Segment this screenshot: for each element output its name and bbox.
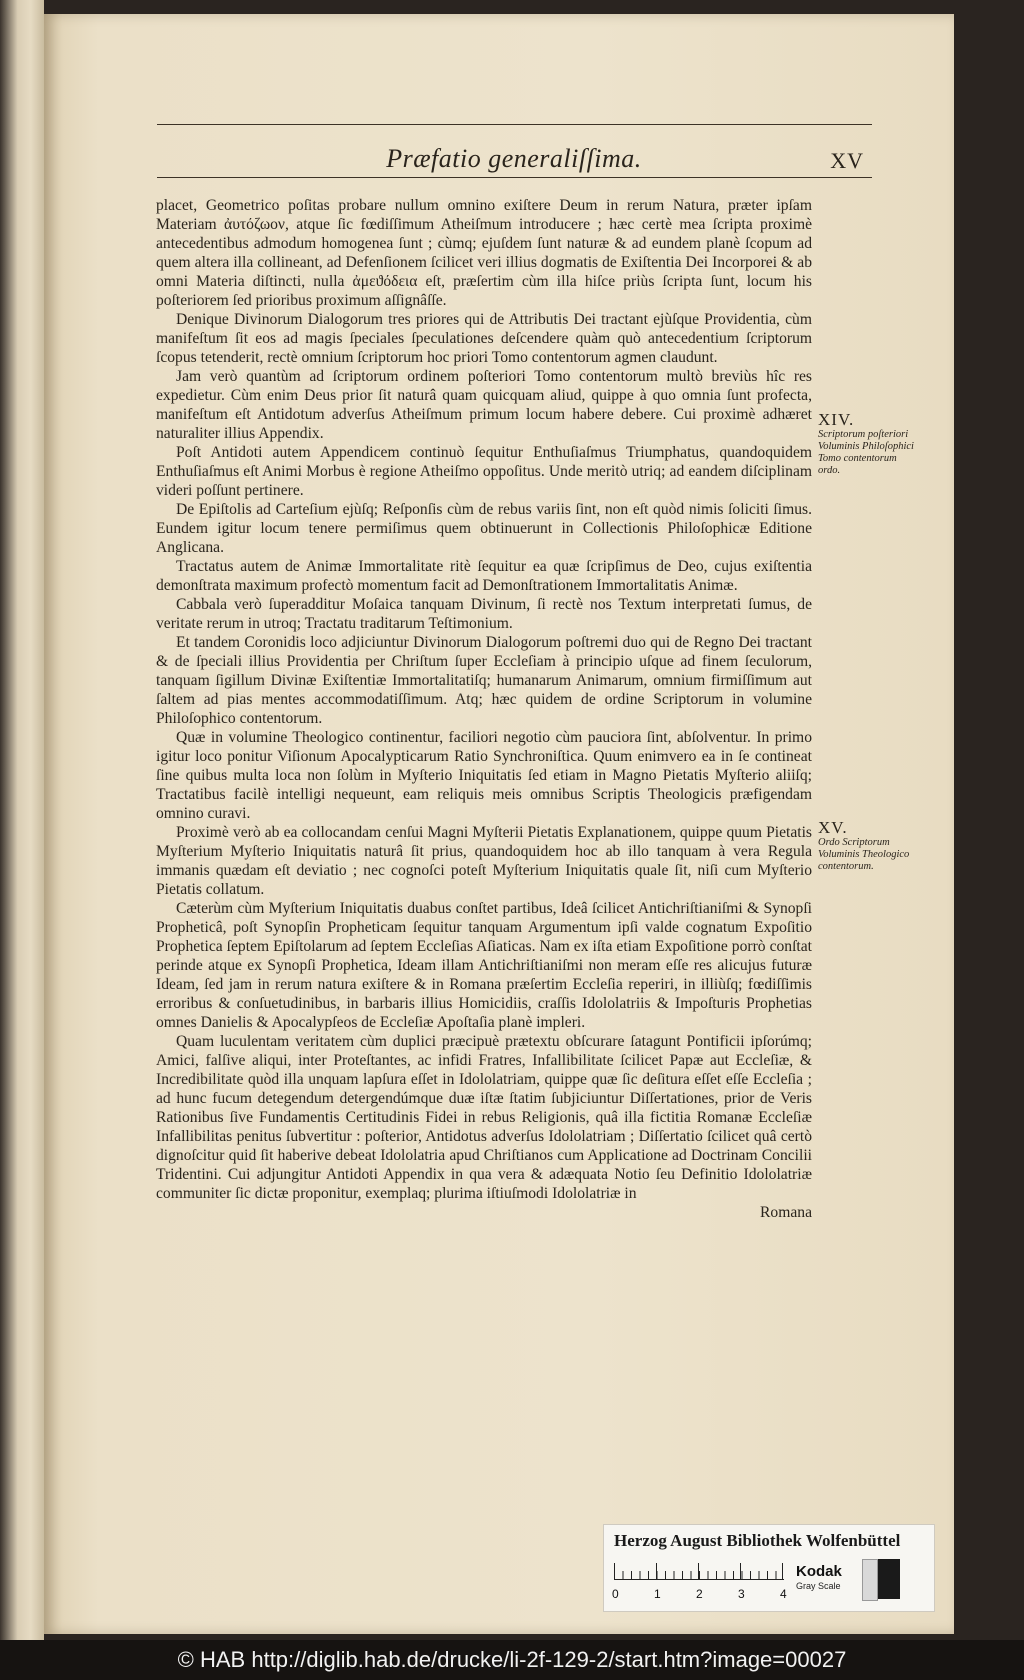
paragraph-12: Quam luculentam veritatem cùm duplici præcipuè prætextu obſcurare ſatagunt Pontificii ipſorúmq; Amici, falſive aliqui, inter Proteſtantes, ac infidi Fratres, Infallibilitate ſcilicet Papæ aut Eccleſiæ, & Incredibilitate quòd illa unquam lapſura eſſet in Idololatriam, quippe quæ ſic deſitura eſſet eſſe Eccleſia ; ad hunc fucum detegendum detergendúmque duæ iſtæ ſtatim ſubjiciuntur Diſſertationes, prior de Veris Rationibus ſive Fundamentis Certitudinis Fidei in rebus Religionis, quâ illa fictitia Romanæ Eccleſiæ Infallibilitas penitus ſubvertitur : poſterior, Antidotus adverſus Idololatriam ; Diſſertatio ſcilicet quâ certò dignoſcitur quid ſit haberive debeat Idololatria apud Chriſtianos cum Applicatione ad Doctrinam Concilii Tridentini. Cui adjungitur Antidoti Appendix in qua vera & adæquata Notio ſeu Definitio Idololatriæ communiter ſic dictæ proponitur, exemplaq; plurima iſtiuſmodi Idololatriæ in: [156, 1033, 812, 1202]
ruler-tick: [740, 1563, 741, 1579]
gray-patch: [862, 1559, 878, 1601]
copyright-footer: © HAB http://diglib.hab.de/drucke/li-2f-129-2/start.htm?image=00027: [0, 1640, 1024, 1680]
page-number: XV: [830, 148, 864, 173]
paragraph-5: De Epiſtolis ad Carteſium ejùſq; Reſponſis cùm de rebus variis ſint, non eſt quòd nimis ſoliciti ſimus. Eundem igitur locum tenere permiſimus quem obtinuerunt in Collectionis Philoſophicæ Editione Anglicana.: [156, 501, 812, 556]
ruler-tick: [614, 1563, 615, 1579]
ruler-tick: [782, 1563, 783, 1579]
paragraph-8: Et tandem Coronidis loco adjiciuntur Divinorum Dialogorum poſtremi duo qui de Regno Dei tractant & de ſpeciali illius Providentia per Chriſtum ſuper Eccleſiam à principio uſque ad finem ſeculorum, tanquam ſigillum Divinæ Exiſtentiæ Immortalitatiſq; humanarum Animarum, omnium firmiſſimum aut ſaltem ad pias mentes accommodatiſſimum. Atq; hæc quidem de ordine Scriptorum in volumine Philoſophico contentorum.: [156, 634, 812, 727]
book-page: [44, 14, 954, 1634]
ruler-number-4: 4: [780, 1587, 787, 1601]
ruler-tick: [656, 1563, 657, 1579]
catchword: Romana: [760, 1204, 812, 1221]
margin-note-xiv-numeral: XIV.: [818, 410, 855, 429]
paragraph-11: Cæterùm cùm Myſterium Iniquitatis duabus conſtet partibus, Ideâ ſcilicet Antichriſtianiſmi & Synopſi Propheticâ, poſt Synopſin Propheticam ſequitur tanquam Argumentum ipſi valde cognatum Expoſitio Prophetica ſeptem Epiſtolarum ad ſeptem Eccleſias Aſiaticas. Nam ex iſta etiam Expoſitione porrò conſtat perinde atque ex Synopſi Prophetica, Ideam illam Antichriſtianiſmi non meram eſſe res alicujus futuræ Ideam, ſed jam in rerum natura exiſtere & in Romana præſertim Eccleſia reperiri, in illiùſq; fœdiſſimis erroribus & conſuetudinibus, in barbaris illius Homicidiis, craſſis Idololatriis & Impoſturis Prophetias omnes Danielis & Apocalypſeos de Eccleſiæ Apoſtaſia planè impleri.: [156, 900, 812, 1031]
facing-page-edge: [0, 0, 44, 1640]
ruler-number-0: 0: [612, 1587, 619, 1601]
body-text: [156, 196, 812, 1222]
gray-scale-label: Gray Scale: [796, 1581, 841, 1591]
paragraph-4: Poſt Antidoti autem Appendicem continuò ſequitur Enthuſiaſmus Triumphatus, quandoquidem Enthuſiaſmus eſt Animi Morbus è regione Atheiſmo oppoſitus. Unde meritò utriq; ad eandem diſciplinam videri poſſunt pertinere.: [156, 444, 812, 499]
margin-note-xiv-text: Scriptorum poſteriori Voluminis Philoſophici Tomo contentorum ordo.: [818, 429, 914, 476]
color-calibration-card: [603, 1524, 935, 1612]
paragraph-6: Tractatus autem de Animæ Immortalitate ritè ſequitur ea quæ ſcripſimus de Deo, cujus exiſtentia demonſtrata maximum profectò momentum facit ad Demonſtrationem Immortalitatis Animæ.: [156, 558, 812, 594]
running-title: Præfatio generaliſſima.: [386, 144, 642, 173]
header-rule-lower: [157, 177, 872, 178]
paragraph-2: Denique Divinorum Dialogorum tres priores qui de Attributis Dei tractant ejùſque Providentia, cùm manifeſtum ſit eos ad magis ſpeciales ſpeculationes deſcendere quàm quò antecedentium ſcriptorum ſcopus tetenderit, rectè omnium ſcriptorum hoc priori Tomo contentorum agmen claudunt.: [156, 311, 812, 366]
kodak-label: Kodak: [796, 1563, 842, 1580]
ruler-number-3: 3: [738, 1587, 745, 1601]
margin-note-xv-text: Ordo Scriptorum Voluminis Theologico contentorum.: [818, 837, 910, 872]
margin-note-xv-numeral: XV.: [818, 818, 848, 837]
scale-ruler: [614, 1561, 784, 1580]
ruler-number-1: 1: [654, 1587, 661, 1601]
black-patch: [878, 1559, 900, 1599]
paragraph-1: placet, Geometrico poſitas probare nullum omnino exiſtere Deum in rerum Natura, præter ipſam Materiam ἀυτόζωον, atque ſic fœdiſſimum Atheiſmum introducere ; hæc certè mea ſcripta proximè antecedentibus admodum homogenea ſunt ; cùmq; ejuſdem ſunt naturæ & ad eundem planè ſcopum ad quem altera illa collineant, ad Defenſionem ſcilicet veri illius dogmatis de Exiſtentia Dei Incorporei & ab omni Materia diſtincti, nulla ἀμεϑόδεια eſt, præſertim cùm illa hiſce priùs ſcripta ſunt, locum his poſteriorem ſed prioribus proximum aſſignâſſe.: [156, 197, 812, 309]
ruler-tick: [698, 1563, 699, 1579]
margin-note-xv: [818, 818, 914, 873]
paragraph-10: Proximè verò ab ea collocandam cenſui Magni Myſterii Pietatis Explanationem, quippe quum Pietatis Myſterium Myſterio Iniquitatis naturâ ſit prius, quandoquidem hoc ab illo tanquam à vera Regula immanis quædam eſt deviatio ; nec cognoſci poteſt Myſterium Iniquitatis quale ſit, niſi cum Myſterio Pietatis collatum.: [156, 824, 812, 898]
margin-note-xiv: [818, 410, 914, 477]
header-rule: [157, 124, 872, 125]
library-name: Herzog August Bibliothek Wolfenbüttel: [614, 1531, 901, 1550]
ruler-number-2: 2: [696, 1587, 703, 1601]
paragraph-9: Quæ in volumine Theologico continentur, faciliori negotio cùm pauciora ſint, abſolventur. In primo igitur loco ponitur Viſionum Apocalypticarum Ratio Synchroniſtica. Quum enimvero ea in ſe contineat ſine quibus multa loca non ſolùm in Myſterio Iniquitatis ſed etiam in Magno Pietatis Myſterio aliiſq; Tractatibus facilè intelligi nequeunt, eam reliquis meis omnibus Scriptis Theologicis præfigendam omnino curavi.: [156, 729, 812, 822]
paragraph-7: Cabbala verò ſuperadditur Moſaica tanquam Divinum, ſi rectè nos Textum interpretati ſumus, de veritate rerum in utroq; Tractatu traditarum Teſtimonium.: [156, 596, 812, 632]
paragraph-3: Jam verò quantùm ad ſcriptorum ordinem poſteriori Tomo contentorum multò breviùs hîc res expedietur. Cùm enim Deus prior ſit naturâ quam quicquam aliud, quippe à quo omnia ſunt profecta, manifeſtum eſt Antidotum adverſus Atheiſmum primum locum habere debere. Cui proximè adhæret naturaliter illius Appendix.: [156, 368, 812, 442]
